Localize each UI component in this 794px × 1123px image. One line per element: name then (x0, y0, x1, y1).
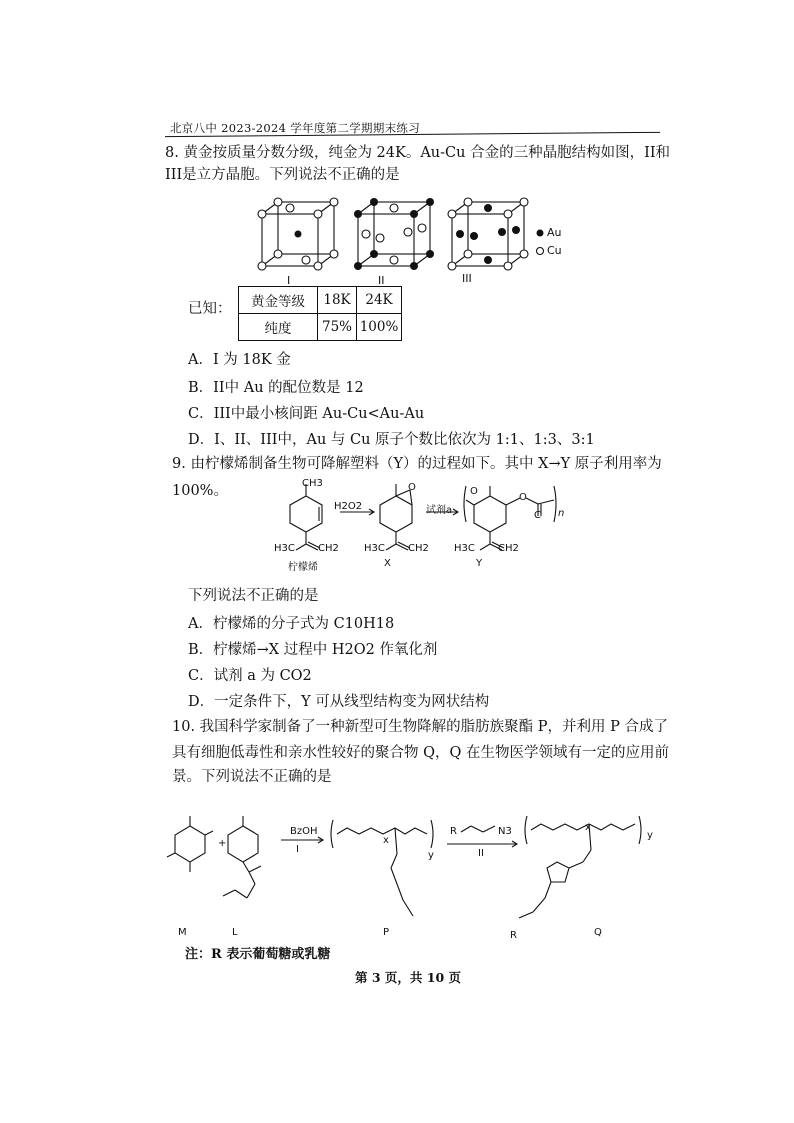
q10-p-y: y (428, 850, 434, 861)
cell-label-1: I (287, 274, 291, 287)
q10-step-2: II (478, 848, 484, 859)
q9-option-a: A．柠檬烯的分子式为 C10H18 (188, 616, 395, 632)
table-cell: 75% (318, 314, 357, 341)
q9-x-oxygen: O (408, 482, 416, 493)
q8-option-a: A．I 为 18K 金 (188, 352, 291, 368)
q9-ch2-3: CH2 (498, 543, 519, 554)
q9-option-c: C．试剂 a 为 CO2 (188, 668, 312, 684)
q10-plus: + (218, 838, 227, 849)
table-cell: 黄金等级 (239, 287, 318, 314)
q8-line2: III是立方晶胞。下列说法不正确的是 (165, 167, 400, 183)
q9-compound-x: X (384, 558, 391, 569)
q9-line2: 100%。 (172, 483, 228, 499)
q8-crystal-cells (250, 196, 570, 288)
q10-compound-q: Q (594, 927, 602, 938)
legend-cu: Cu (547, 244, 562, 257)
q8-option-b: B．II中 Au 的配位数是 12 (188, 380, 364, 396)
q10-q-y: y (647, 830, 653, 841)
q9-y-oxygen: O (470, 486, 478, 497)
q10-reagent-r: R (450, 826, 457, 837)
q9-y-oxygen-2: O (519, 492, 527, 503)
q9-y-carbon: C (534, 510, 541, 521)
q10-note: 注：R 表示葡萄糖或乳糖 (185, 947, 331, 962)
q10-line3: 景。下列说法不正确的是 (172, 769, 332, 785)
q9-h3c-3: H3C (454, 543, 475, 554)
table-cell: 纯度 (239, 314, 318, 341)
page-header: 北京八中 2023-2024 学年度第二学期期末练习 (170, 121, 421, 135)
gold-grade-table (238, 286, 402, 341)
q9-compound-y: Y (476, 558, 483, 569)
q9-ch2-2: CH2 (408, 543, 429, 554)
cell-label-2: II (378, 274, 385, 287)
q8-option-d: D．I、II、III中，Au 与 Cu 原子个数比依次为 1:1、1:3、3:1 (188, 432, 595, 448)
q8-option-c: C．III中最小核间距 Au-Cu<Au-Au (188, 406, 425, 422)
q10-compound-p: P (383, 927, 390, 938)
legend-au: Au (547, 226, 562, 239)
table-row (239, 287, 402, 314)
q9-ch2-1: CH2 (318, 543, 339, 554)
q9-reagent-a: 试剂a (426, 505, 453, 516)
q10-compound-l: L (232, 927, 238, 938)
q9-stem: 下列说法不正确的是 (188, 588, 319, 604)
q10-q-r: R (510, 930, 517, 941)
cell-label-3: III (462, 272, 472, 285)
table-cell: 18K (318, 287, 357, 314)
q10-reagent-bzoh: BzOH (290, 826, 318, 837)
q10-reagent-n3: N3 (498, 826, 512, 837)
q9-h3c-2: H3C (364, 543, 385, 554)
q10-q-x: x (585, 822, 591, 833)
q10-p-x: x (383, 835, 389, 846)
q9-reagent-h2o2: H2O2 (334, 501, 363, 512)
q9-option-b: B．柠檬烯→X 过程中 H2O2 作氧化剂 (188, 642, 438, 658)
q10-compound-m: M (178, 927, 187, 938)
q9-h3c-1: H3C (274, 543, 295, 554)
q8-line1: 8. 黄金按质量分数分级，纯金为 24K。Au-Cu 合金的三种晶胞结构如图，II和 (165, 145, 671, 161)
q10-step-1: I (296, 844, 299, 855)
q10-line1: 10. 我国科学家制备了一种新型可生物降解的脂肪族聚酯 P，并利用 P 合成了 (172, 719, 669, 735)
table-cell: 24K (357, 287, 402, 314)
q10-line2: 具有细胞低毒性和亲水性较好的聚合物 Q，Q 在生物医学领域有一定的应用前 (172, 745, 669, 761)
q9-line1: 9. 由柠檬烯制备生物可降解塑料（Y）的过程如下。其中 X→Y 原子利用率为 (172, 456, 662, 472)
table-cell: 100% (357, 314, 402, 341)
q9-option-d: D．一定条件下，Y 可从线型结构变为网状结构 (188, 694, 490, 710)
known-label: 已知： (188, 301, 232, 317)
q9-compound-limonene: 柠檬烯 (288, 562, 318, 573)
q9-ch3-label: CH3 (302, 478, 323, 489)
page-footer: 第 3 页，共 10 页 (355, 970, 461, 985)
q9-n-subscript: n (558, 508, 565, 519)
table-row (239, 314, 402, 341)
